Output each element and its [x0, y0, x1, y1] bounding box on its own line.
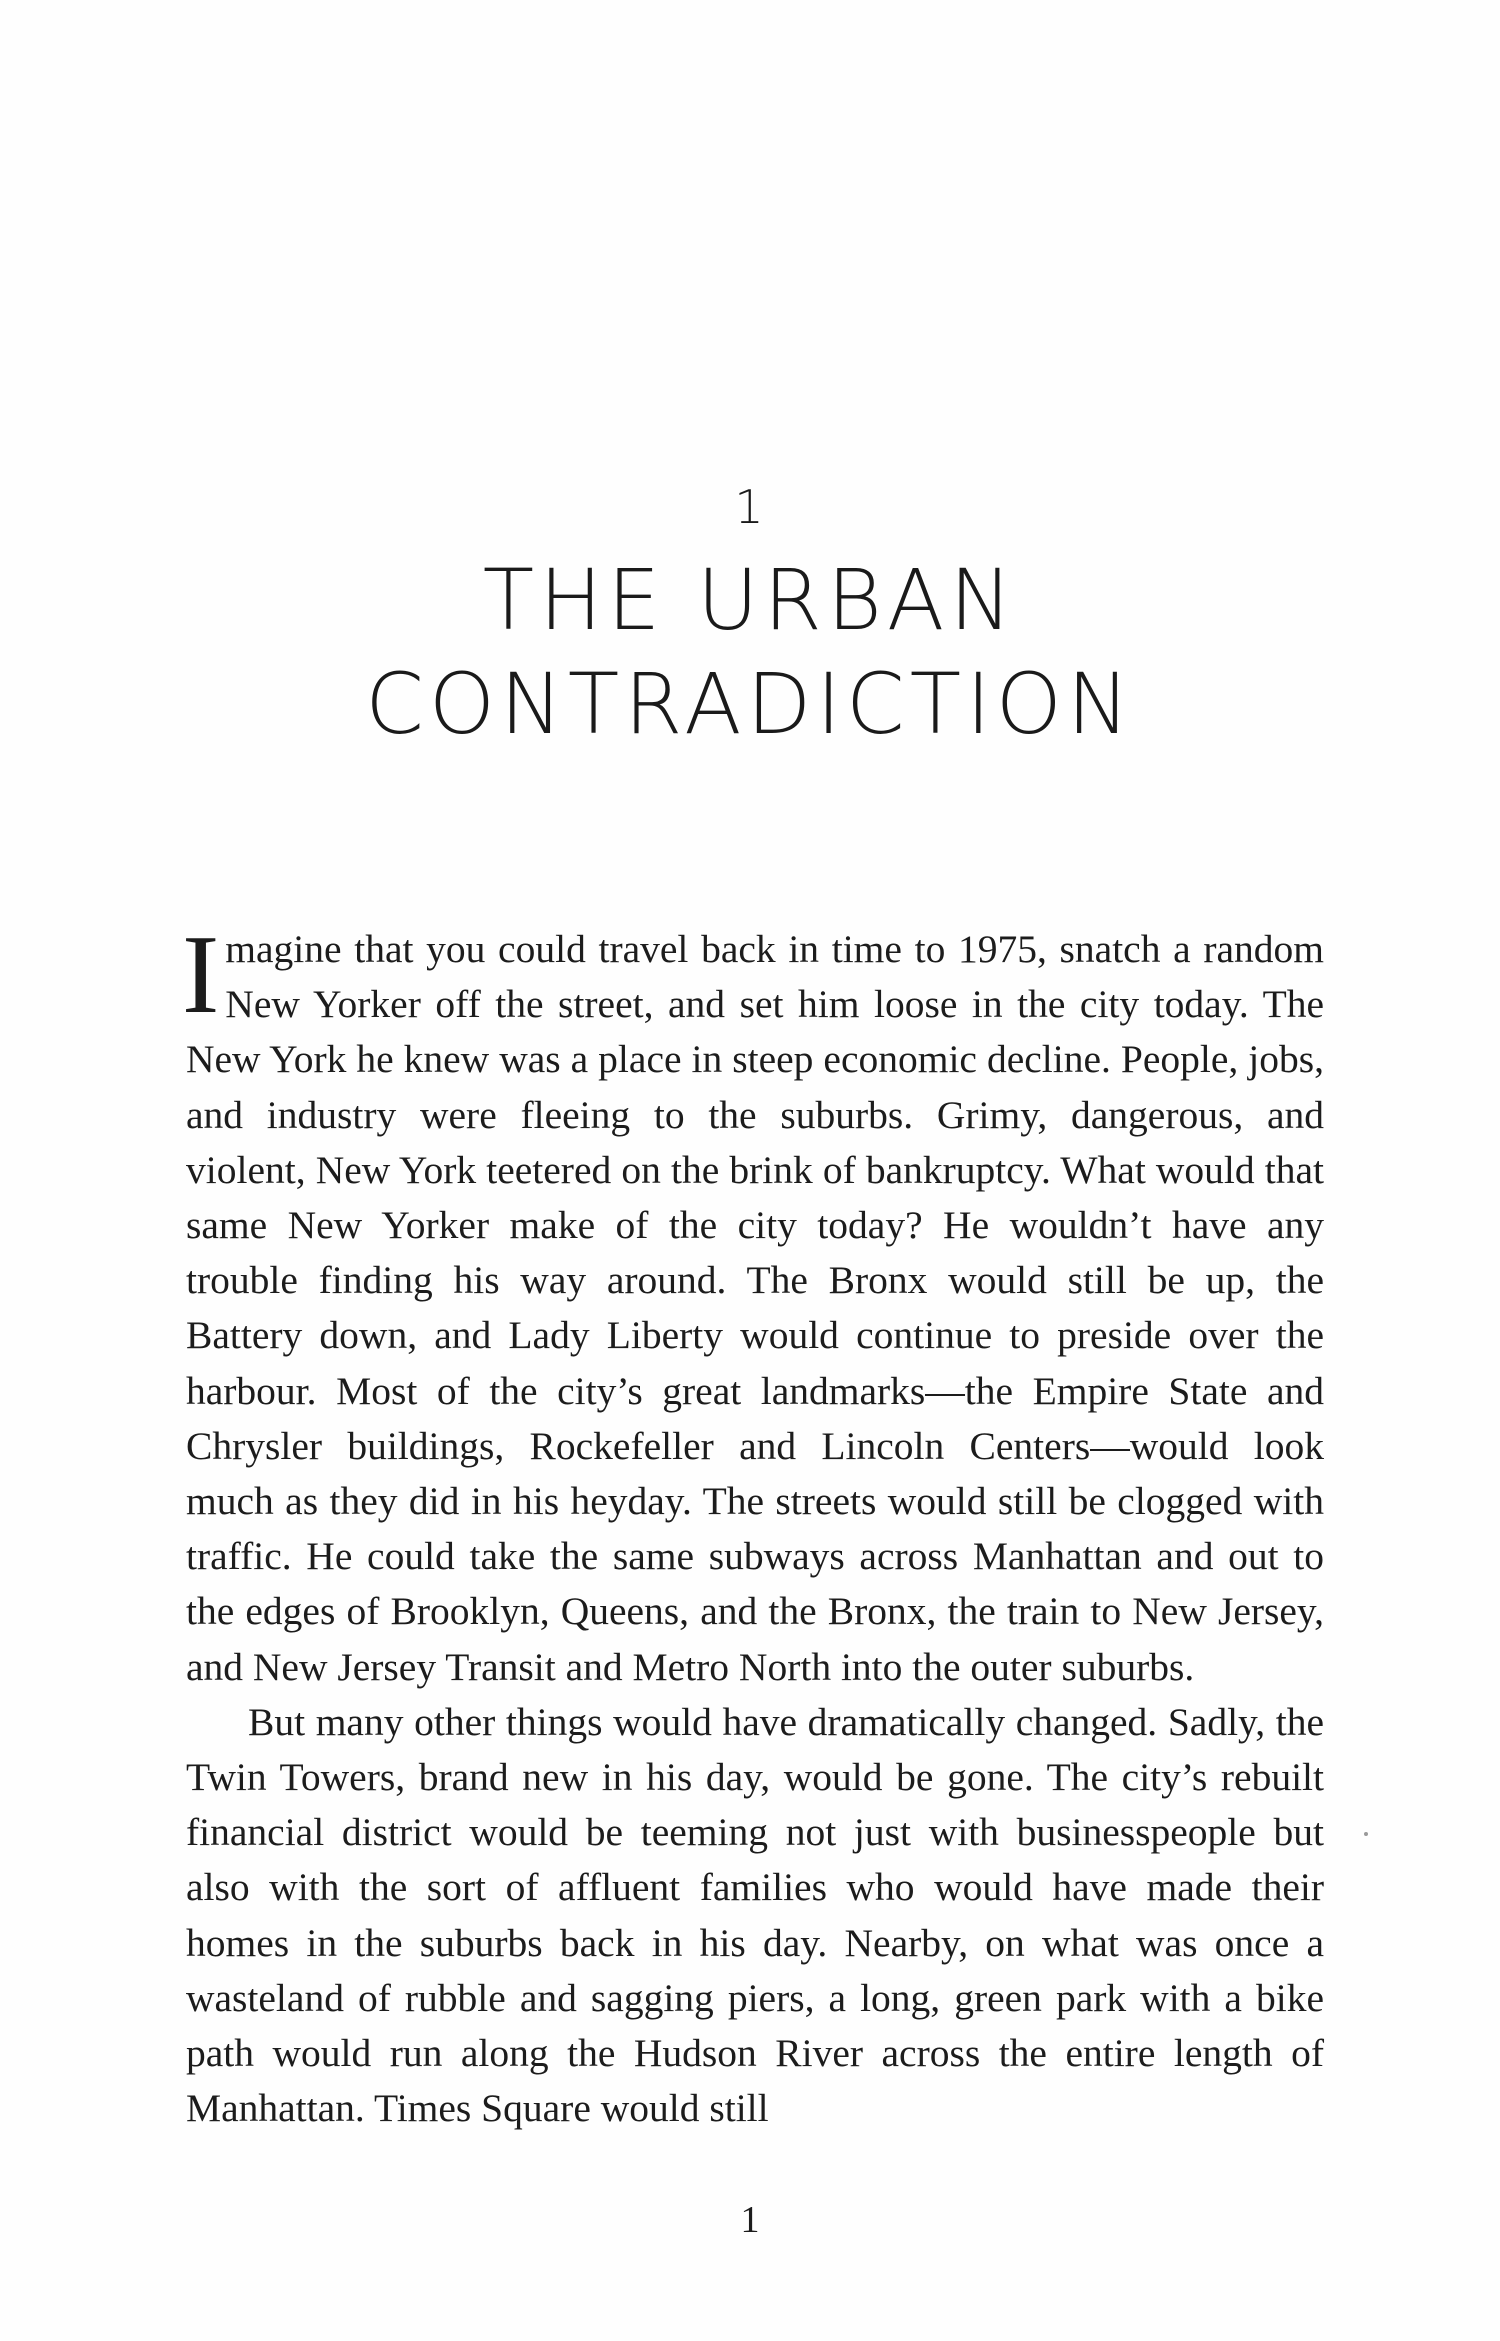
- paragraph-1: [182, 913, 1324, 1695]
- chapter-number: 1: [734, 480, 766, 534]
- scan-speck: [1364, 1832, 1368, 1836]
- chapter-title-line-1: THE URBAN: [482, 551, 1018, 649]
- paragraph-2: But many other things would have dramatically changed. Sadly, the Twin Towers, brand new in his day, would be gone. The city’s rebuilt financial district would be teeming not just with businesspeople but also with the sort of affluent families who would have made their homes in the suburbs back in his day. Nearby, on what was once a wasteland of rubble and sagging piers, a long, green park with a bike path would run along the Hudson River across the entire length of Manhattan. Times Square would still: [186, 1699, 1324, 2131]
- body-text: [182, 913, 1324, 2136]
- drop-cap: I: [182, 913, 220, 1037]
- chapter-title: [0, 548, 1500, 756]
- paragraph-1-text: magine that you could travel back in time to 1975, snatch a random New Yorker off the street, and set him loose in the city today. The New York he knew was a place in steep economic decline. People, jobs, and industry were fleeing to the suburbs. Grimy, dangerous, and violent, New York teetered on the brink of bankruptcy. What would that same New Yorker make of the city today? He wouldn’t have any trouble finding his way around. The Bronx would still be up, the Battery down, and Lady Liberty would continue to preside over the harbour. Most of the city’s great landmarks—the Empire State and Chrysler buildings, Rockefeller and Lincoln Centers—would look much as they did in his heyday. The streets would still be clogged with traffic. He could take the same subways across Manhattan and out to the edges of Brooklyn, Queens, and the Bronx, the train to New Jersey, and New Jersey Transit and Metro North into the outer suburbs.: [186, 927, 1324, 1689]
- page-number: 1: [740, 2199, 760, 2241]
- chapter-title-line-2: CONTRADICTION: [365, 655, 1135, 753]
